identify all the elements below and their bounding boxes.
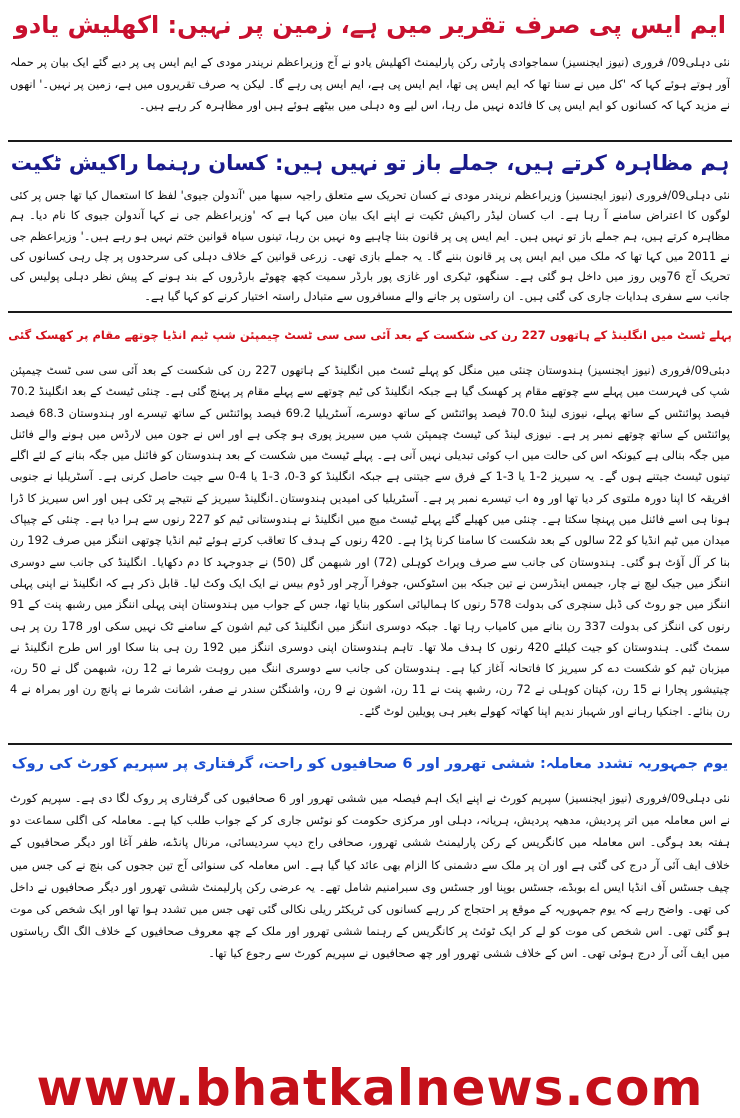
footer-website-link[interactable]: www.bhatkalnews.com (36, 1059, 704, 1117)
article-separator (8, 140, 732, 142)
article-3-headline: پہلے ٹسٹ میں انگلینڈ کے ہاتھوں 227 رن کی شکست کے بعد آئی سی سی ٹسٹ چیمپئن شپ ٹیم انڈیا چوتھے مقام پر کھسک گئی (8, 328, 732, 342)
article-3-body: دبئی09/فروری (نیوز ایجنسیز) ہندوستان چنئی میں منگل کو پہلے ٹسٹ میں انگلینڈ کے ہاتھوں 227 رن کی شکست کے بعد آئی سی سی ٹسٹ چیمپئن شپ کی فہرست میں پہلے سے چوتھے مقام پر کھسک گیا ہے جبکہ انگلینڈ کی ٹیم چوتھے سے پہلے مقام پر پہنچ گئی ہے۔ چنئی ٹیسٹ کے بعد انگلینڈ 70.2 فیصد پوائنٹس کے ساتھ پہلے، نیوزی لینڈ 70.0 فیصد پوائنٹس کے ساتھ دوسرے، آسٹریلیا 69.2 فیصد پوائنٹس کے ساتھ تیسرے اور ہندوستان 68.3 فیصد پوائنٹس کے ساتھ چوتھے نمبر پر ہے۔ نیوزی لینڈ کی ٹیسٹ چیمپئن شپ میں سیریز پوری ہو چکی ہے اور اس نے جون میں لارڈس میں ہونے والے فائنل میں جگہ بنالی ہے کیونکہ اس کی حالت میں اب کوئی تبدیلی نہیں آنی ہے۔ پہلے ٹیسٹ میں شکست کے بعد ہندوستان کو فائنل میں جگہ بنانے کے لئے اگلے تینوں ٹیسٹ جیتنے ہوں گے۔ یہ سیریز 2-1 یا 3-1 کے فرق سے جیتنی ہے جبکہ انگلینڈ کو 3-0، 3-1 یا 4-0 سے جیت حاصل کرنی ہے۔ آسٹریلیا نے جنوبی افریقہ کا اپنا دورہ ملتوی کر دیا تھا اور وہ اب تیسرے نمبر پر ہے۔ آسٹریلیا کی امیدیں ہندوستان۔انگلینڈ سیریز کے نتیجے پر ٹکی ہیں اور اس سیریز کا ڈرا ہونا ہی اسے فائنل میں پہنچا سکتا ہے۔ چنئی میں کھیلے گئے پہلے ٹیسٹ میچ میں انگلینڈ نے ہندوستانی ٹیم کو 227 رنوں سے ہرا دیا ہے۔ چنئی کے چیپاک میدان میں ٹیم انڈیا کو 22 سالوں کے بعد شکست کا سامنا کرنا پڑا ہے۔ 420 رنوں کے ہدف کا تعاقب کرتے ہوئے ٹیم انڈیا چوتھی اننگز میں صرف 192 رن بنا کر آل آؤٹ ہو گئی۔ ہندوستان کی جانب سے صرف ویراٹ کوہلی (72) اور شبھمن گل (50) نے جدوجہد کا دم دکھایا۔ انگلینڈ کی جانب سے دوسری اننگز میں جیک لیچ نے چار، جیمس اینڈرسن نے تین جبکہ بین اسٹوکس، جوفرا آرچر اور ڈوم بیس نے ایک ایک وکٹ لیا۔ قابل ذکر ہے کہ انگلینڈ نے اپنی پہلی اننگز میں جو روٹ کی ڈبل سنچری کی بدولت 578 رنوں کا ہمالیائی اسکور بنایا تھا، جس کے جواب میں ہندوستان اپنی پہلی اننگز میں رشبھ پنت کے 91 رنوں کی اننگز کی بدولت 337 رن بنانے میں کامیاب رہا تھا۔ جبکہ دوسری اننگز میں انگلینڈ کی ٹیم اشون کے سامنے ٹک نہیں سکی اور 178 رن پر ہی سمٹ گئی۔ ہندوستان کو جیت کیلئے 420 رنوں کا ہدف ملا تھا۔ تاہم ہندوستان اپنی دوسری اننگز میں 192 رن ہی بنا سکا اور اس طرح انگلینڈ نے میزبان ٹیم کو شکست دے کر سیریز کا فاتحانہ آغاز کیا ہے۔ ہندوستان کی جانب سے دوسری اننگ میں روہت شرما نے 12 رن، شبھمن گل نے 50 رن، چیتیشور پجارا نے 15 رن، کپتان کوہلی نے 72 رن، رشبھ پنت نے 11 رن، اشون نے 9 رن، واشنگٹن سندر نے صفر، اشانت شرما نے پانچ رن اور بمراہ نے 4 رن بنائے۔ اجنکیا رہانے اور شہباز ندیم اپنا کھاتہ کھولے بغیر ہی پویلین لوٹ گئے۔ (10, 364, 730, 718)
article-separator (8, 311, 732, 313)
article-4-headline: یوم جمہوریہ تشدد معاملہ: ششی تھرور اور 6 صحافیوں کو راحت، گرفتاری پر سپریم کورٹ کی روک (11, 756, 729, 772)
article-2-body: نئی دہلی09/فروری (نیوز ایجنسیز) وزیراعظم نریندر مودی نے کسان تحریک سے متعلق راجیہ سبھا میں 'آندولن جیوی' لفظ کا استعمال کیا تھا جس پر کئی لوگوں کا اعتراض سامنے آ رہا ہے۔ اب کسان لیڈر راکیش ٹکیت نے اپنے ایک بیان میں کہا ہے کہ 'وزیراعظم جی نے کہا آندولن جیوی کا نام دیا۔ ہم مظاہرہ کرتے ہیں، ہم جملے باز تو نہیں ہیں۔ ایم ایس پی پر قانون بننا چاہیے وہ نہیں بن رہا، تینوں سیاہ قوانین ختم نہیں ہو رہے ہیں۔' وزیراعظم جی نے 2011 میں کہا تھا کہ ملک میں ایم ایس پی پر قانون بننے گا۔ یہ جملے بازی تھی۔ زرعی قوانین کے خلاف دہلی کی سرحدوں پر چل رہی کسانوں کی تحریک آج 76ویں روز میں داخل ہو گئی ہے۔ سنگھو، ٹیکری اور غازی پور بارڈر سمیت کچھ چھوٹے بارڈروں کے بند ہونے کے پیش نظر دہلی پولیس کی جانب سے سفری ہدایات جاری کی گئی ہیں۔ ان راستوں پر جانے والے مسافروں سے متبادل راستہ اختیار کرنے کو کہا گیا ہے۔ (10, 189, 730, 304)
article-4-body: نئی دہلی09/فروری (نیوز ایجنسیز) سپریم کورٹ نے اپنے ایک اہم فیصلہ میں ششی تھرور اور 6 صحافیوں کی گرفتاری پر روک لگا دی ہے۔ سپریم کورٹ نے اس معاملہ میں اتر پردیش، مدھیہ پردیش، ہریانہ، دہلی اور مرکزی حکومت کو نوٹس جاری کر کے جواب طلب کیا ہے۔ معاملہ کی اگلی سماعت دو ہفتہ بعد ہوگی۔ اس معاملہ میں کانگریس کے رکن پارلیمنٹ ششی تھرور، صحافی راج دیپ سردیسائی، مرنال پانڈے، ظفر آغا اور دیگر صحافیوں کے خلاف ایف آئی آر درج کی گئی ہے اور ان پر ملک سے دشمنی کا الزام بھی عائد کیا گیا ہے۔ اس معاملہ کی سنوائی آج تین ججوں کی بنچ نے کی جس میں چیف جسٹس آف انڈیا ایس اے بوبڈے، جسٹس بوپنا اور جسٹس وی سبرامنیم شامل تھے۔ یہ عرضی رکن پارلیمنٹ ششی تھرور اور دیگر صحافیوں نے داخل کی تھی۔ واضح رہے کہ یوم جمہوریہ کے موقع پر احتجاج کر رہے کسانوں کی ٹریکٹر ریلی نکالی گئی تھی جس میں تشدد ہوا تھا اور ایک شخص کی موت ہو گئی تھی۔ اس شخص کی موت کو لے کر ایک ٹوئٹ پر کانگریس کے رہنما ششی تھرور اور ملک کے چھ معروف صحافیوں کے خلاف الگ الگ ریاستوں میں ایف آئی آر درج ہوئی تھی۔ اس کے خلاف ششی تھرور اور چھ صحافیوں نے سپریم کورٹ سے رجوع کیا تھا۔ (10, 792, 730, 961)
article-2-headline: ہم مظاہرہ کرتے ہیں، جملے باز تو نہیں ہیں: کسان رہنما راکیش ٹکیت (10, 151, 730, 175)
article-1-headline: ایم ایس پی صرف تقریر میں ہے، زمین پر نہیں: اکھلیش یادو (14, 11, 726, 39)
article-1-body: نئی دہلی09/ فروری (نیوز ایجنسیز) سماجوادی پارٹی رکن پارلیمنٹ اکھلیش یادو نے آج وزیراعظم نریندر مودی کے ایم ایس پی پر دیے گئے ایک بیان پر حملہ آور ہوتے ہوئے کہا کہ 'کل میں نے سنا تھا کہ ایم ایس پی تھا، ایم ایس پی ہے، ایم ایس پی رہے گا۔ لیکن یہ صرف تقریروں میں ہے، زمین پر نہیں۔' انھوں نے مزید کہا کہ کسانوں کو ایم ایس پی کا فائدہ نہیں مل رہا، اس لیے وہ دہلی میں بیٹھے ہوئے ہیں اور مظاہرہ کر رہے ہیں۔ (10, 56, 730, 112)
